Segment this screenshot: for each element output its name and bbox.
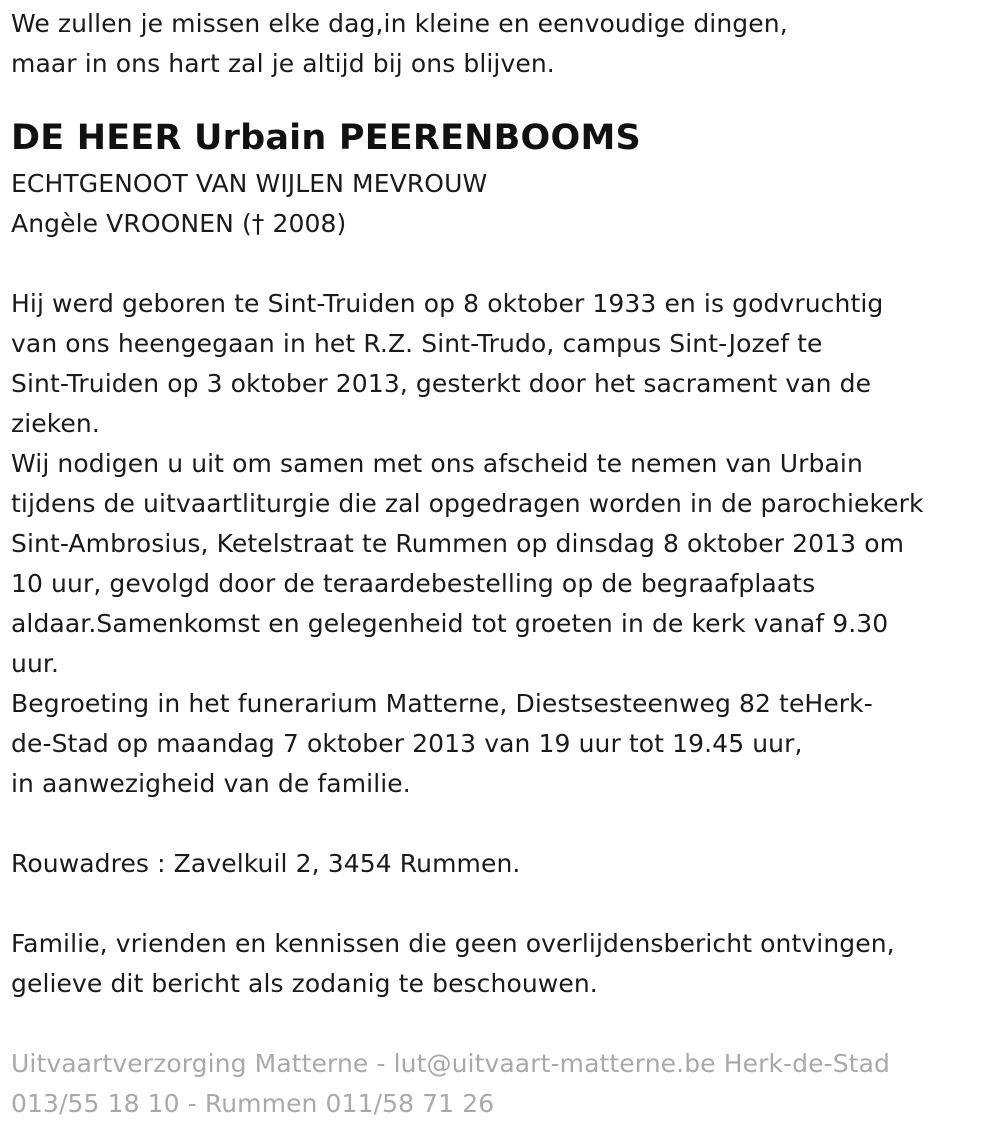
motto bbox=[11, 4, 991, 84]
mourning-address: Rouwadres : Zavelkuil 2, 3454 Rummen. bbox=[11, 849, 521, 878]
body-line: Hij werd geboren te Sint-Truiden op 8 oktober 1933 en is godvruchtig bbox=[11, 289, 884, 318]
body-line: Wij nodigen u uit om samen met ons afscheid te nemen van Urbain bbox=[11, 449, 863, 478]
body-line: aldaar.Samenkomst en gelegenheid tot groeten in de kerk vanaf 9.30 bbox=[11, 609, 889, 638]
spacer bbox=[11, 804, 991, 844]
body-line: uur. bbox=[11, 649, 60, 678]
body-line: Begroeting in het funerarium Matterne, Diestsesteenweg 82 teHerk- bbox=[11, 689, 873, 718]
announcement-body bbox=[11, 284, 991, 804]
spacer bbox=[11, 244, 991, 284]
body-line: in aanwezigheid van de familie. bbox=[11, 769, 411, 798]
obituary-notice bbox=[11, 4, 991, 1124]
funeral-director-footer bbox=[11, 1044, 991, 1124]
spacer bbox=[11, 884, 991, 924]
footer-line: Uitvaartverzorging Matterne - lut@uitvaart-matterne.be Herk-de-Stad bbox=[11, 1049, 890, 1078]
footer-line: 013/55 18 10 - Rummen 011/58 71 26 bbox=[11, 1089, 495, 1118]
body-line: Sint-Ambrosius, Ketelstraat te Rummen op dinsdag 8 oktober 2013 om bbox=[11, 529, 905, 558]
notice-line: gelieve dit bericht als zodanig te beschouwen. bbox=[11, 969, 598, 998]
notice-line: Familie, vrienden en kennissen die geen overlijdensbericht ontvingen, bbox=[11, 929, 895, 958]
body-line: 10 uur, gevolgd door de teraardebestelling op de begraafplaats bbox=[11, 569, 816, 598]
motto-line: We zullen je missen elke dag,in kleine en eenvoudige dingen, bbox=[11, 9, 788, 38]
body-line: zieken. bbox=[11, 409, 100, 438]
body-line: de-Stad op maandag 7 oktober 2013 van 19 uur tot 19.45 uur, bbox=[11, 729, 803, 758]
deceased-name: DE HEER Urbain PEERENBOOMS bbox=[11, 118, 641, 158]
spouse-line: ECHTGENOOT VAN WIJLEN MEVROUW bbox=[11, 169, 488, 198]
body-line: tijdens de uitvaartliturgie die zal opgedragen worden in de parochiekerk bbox=[11, 489, 924, 518]
motto-line: maar in ons hart zal je altijd bij ons blijven. bbox=[11, 49, 555, 78]
spouse-info bbox=[11, 164, 991, 244]
body-line: Sint-Truiden op 3 oktober 2013, gesterkt door het sacrament van de bbox=[11, 369, 872, 398]
body-line: van ons heengegaan in het R.Z. Sint-Trudo, campus Sint-Jozef te bbox=[11, 329, 823, 358]
family-notice bbox=[11, 924, 991, 1004]
spacer bbox=[11, 1004, 991, 1044]
spouse-line: Angèle VROONEN († 2008) bbox=[11, 209, 347, 238]
